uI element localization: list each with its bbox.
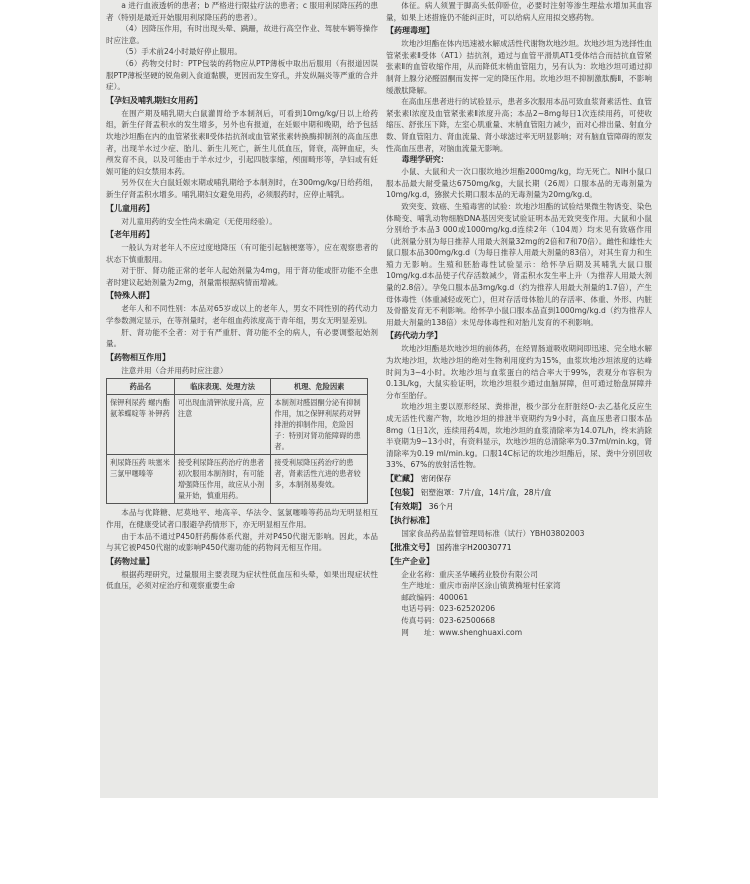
column-header: 机理、危险因素 xyxy=(271,379,368,395)
paragraph: （6）药物交付时：PTP包装的药物应从PTP薄板中取出后服用（有报道因误服PTP薄板坚硬的锐角刺入食道黏膜，更因而发生穿孔，并发纵隔炎等严重的合并症）。 xyxy=(106,58,378,92)
interaction-note: 注意并用（合并用药时应注意） xyxy=(121,365,228,375)
manufacturer-phone: 电话号码：023-62520206 xyxy=(401,604,496,614)
table-row xyxy=(107,455,368,504)
paragraph: 一般认为对老年人不应过度地降压（有可能引起脑梗塞等），应在观察患者的状态下慎重服用。 xyxy=(106,243,378,264)
column-header: 药品名 xyxy=(107,379,175,395)
manufacturer-name: 企业名称：重庆圣华曦药业股份有限公司 xyxy=(401,569,538,579)
table-cell: 本制剂对醛固酮分泌有抑制作用，加之保钾利尿药对钾排泄的抑制作用，危险因子：特别对肾功能障碍的患者。 xyxy=(271,395,368,455)
section-title-overdose: 【药物过量】 xyxy=(106,556,154,566)
manufacturer-website: 网 址：www.shenghuaxi.com xyxy=(401,627,523,637)
section-title-special: 【特殊人群】 xyxy=(106,291,154,301)
paragraph: 对于肝、肾功能正常的老年人起始剂量为4mg，用于肾功能或肝功能不全患者时建议起始剂量为2mg，剂量需根据病情而增减。 xyxy=(106,266,378,287)
subsection-title-toxicology-study: 毒理学研究： xyxy=(401,155,449,165)
table-cell: 保钾利尿药 螺内酯 氨苯蝶啶等 补钾药 xyxy=(107,395,175,455)
paragraph: 另外仅在大白鼠妊娠末期或哺乳期给予本制剂时，在300mg/kg/日给药组，新生仔肾盂积水增多。哺乳期妇女避免用药，必须服药时，应停止哺乳。 xyxy=(106,178,378,199)
paragraph: 由于本品不通过P450肝药酶体系代谢，并对P450代谢无影响。因此，本品与其它被P450代谢的或影响P450代谢功能的药物间无相互作用。 xyxy=(106,531,378,553)
paragraph: （5）手术前24小时最好停止服用。 xyxy=(121,47,242,57)
section-title-pharmacokinetics: 【药代动力学】 xyxy=(386,331,442,341)
paragraph: 老年人和不同性别：本品对65岁或以上的老年人，男女不同性别的药代动力学参数测定显示，在等剂量时，老年组血药浓度高于青年组，男女无明显差别。 xyxy=(106,304,378,326)
table-cell: 利尿降压药 呋塞米 三氯甲噻嗪等 xyxy=(107,455,175,504)
interaction-table xyxy=(106,378,368,504)
paragraph: 对儿童用药的安全性尚未确定（无使用经验）。 xyxy=(121,216,277,226)
section-title-toxicology: 【药理毒理】 xyxy=(386,26,434,36)
table-cell: 接受利尿降压药治疗的患者初次服用本制剂时，有可能增强降压作用，故应从小剂量开始，慎重用药。 xyxy=(174,455,271,504)
section-title-standard: 【执行标准】 xyxy=(386,515,434,525)
paragraph: 在高血压患者进行的试验显示，患者多次服用本品可致血浆肾素活性、血管紧张素Ⅰ浓度及血管紧张素Ⅱ浓度升高；本品2~8mg每日1次连续用药，可使收缩压、舒张压下降，左室心肌重量、末梢血管阻力减少，而对心排出量、射血分数、肾血管阻力、肾血流量、肾小球滤过率无明显影响；对有脑血管障碍的原发性高血压患者，对脑血流量无影响。 xyxy=(386,97,652,153)
left-column xyxy=(106,0,378,798)
validity-label: 【有效期】 xyxy=(386,501,426,511)
table-header-row xyxy=(107,379,368,395)
approval-label: 【批准文号】 xyxy=(386,542,434,552)
section-title-children: 【儿童用药】 xyxy=(106,203,154,213)
validity-row xyxy=(386,501,652,513)
paragraph: 体征。病人须置于脚高头低仰卧位，必要时注射等渗生理盐水增加其血容量，如果上述措施仍不能纠正时，可以给病人应用拟交感药物。 xyxy=(386,1,652,22)
column-header: 临床表现、处理方法 xyxy=(174,379,271,395)
section-title-manufacturer: 【生产企业】 xyxy=(386,556,434,566)
paragraph: 根据药理研究，过量服用主要表现为症状性低血压和头晕，如果出现症状性低血压，必须对症治疗和观察重要生命 xyxy=(106,569,378,591)
right-column xyxy=(386,0,652,798)
paragraph: 坎地沙坦酯是坎地沙坦的前体药，在经胃肠道吸收期间即迅速、完全地水解为坎地沙坦，坎地沙坦的绝对生物利用度约为15%，血浆坎地沙坦浓度的达峰时间为3~4小时。坎地沙坦与血浆蛋白的结合率大于99%，表观分布容积为0.13L/kg，大鼠实验证明，坎地沙坦很少通过血脑屏障，但可通过胎盘屏障并分布至胎仔。 xyxy=(386,344,652,400)
paragraph: a 进行血液透析的患者；b 严格进行限盐疗法的患者；c 服用利尿降压药的患者（特别是最近开始服用利尿降压药的患者）。 xyxy=(106,1,378,22)
table-cell: 可出现血清钾浓度升高，应注意 xyxy=(174,395,271,455)
section-title-interaction: 【药物相互作用】 xyxy=(106,352,170,362)
validity-value: 36个月 xyxy=(428,501,454,511)
paragraph: 坎地沙坦主要以原形经尿、粪排泄，极少部分在肝脏经O-去乙基化反应生成无活性代谢产物，坎地沙坦的排泄半衰期约为9小时，高血压患者口服本品8mg（1日1次，连续用药4周，坎地沙坦的血浆清除率为14.07L/h，终末消除半衰期为9~13小时，有资料显示，坎地沙坦的总清除率为0.37ml/min.kg，肾清除率为0.19 ml/min.kg。口服14C标记的坎地沙坦酯后，尿、粪中分别回收33%、67%的放射活性物。 xyxy=(386,402,652,470)
approval-row xyxy=(386,542,652,554)
storage-label: 【贮藏】 xyxy=(386,473,418,483)
package-row xyxy=(386,487,652,499)
paragraph: 致突变、致癌、生殖毒害的试验：坎地沙坦酯的试验结果微生物诱变、染色体畸变、哺乳动物细胞DNA基因突变试验证明本品无致突变作用。大鼠和小鼠分别给予本品3 000或1000mg/kg.d连续2年（104周）均未见有致癌作用（此剂量分别为每日推荐人用最大剂量32mg的2倍和7和70倍）。雌性和雄性大鼠口服本品300mg/kg.d（为每日推荐人用最大剂量的83倍），对其生育力和生殖力无影响。生殖和胚胎毒性试验显示：给怀孕后期及其哺乳大鼠口服10mg/kg.d本品使子代存活数减少，肾盂积水发生率上升（为推荐人用最大剂量的2.8倍）。孕兔口服本品3mg/kg.d（约为推荐人用最大剂量的1.7倍），产生母体毒性（体重减轻或死亡），但对存活母体胎儿的存活率、体重、外形、内脏及骨骼发育无不利影响。给怀孕小鼠口服本品直到1000mg/kg.d（约为推荐人用最大剂量的138倍）未见母体毒性和对胎儿发育的不利影响。 xyxy=(386,201,652,327)
manufacturer-address: 生产地址：重庆市南岸区涂山镇黄桷垭村任家湾 xyxy=(401,581,561,591)
table-cell: 接受利尿降压药治疗的患者，肾素活性亢进的患者较多，本制剂易奏效。 xyxy=(271,455,368,504)
standard-value: 国家食品药品监督管理局标准（试行）YBH03802003 xyxy=(401,528,585,538)
paragraph: 小鼠、大鼠和犬一次口服坎地沙坦酯2000mg/kg，均无死亡。NIH小鼠口服本品最大耐受量达6750mg/kg，大鼠长期（26周）口服本品的无毒剂量为10mg/kg.d，猕猴犬长期口服本品的无毒剂量为20mg/kg.d。 xyxy=(386,167,652,200)
package-label: 【包装】 xyxy=(386,487,418,497)
paragraph: 坎地沙坦酯在体内迅速被水解成活性代谢物坎地沙坦。坎地沙坦为选择性血管紧张素Ⅱ受体（AT1）拮抗剂，通过与血管平滑肌AT1受体结合而拮抗血管紧张素Ⅱ的血管收缩作用，从而降低末梢血管阻力，另有认为：坎地沙坦可通过抑制肾上腺分泌醛固酮而发挥一定的降压作用。坎地沙坦不抑制激肽酶Ⅱ，不影响缓激肽降解。 xyxy=(386,39,652,95)
paragraph: 肝、肾功能不全者：对于有严重肝、肾功能不全的病人，有必要调整起始剂量。 xyxy=(106,327,378,349)
table-row xyxy=(107,395,368,455)
package-insert-sheet xyxy=(100,0,658,798)
section-title-pregnancy: 【孕妇及哺乳期妇女用药】 xyxy=(106,95,202,105)
paragraph: 本品与优降糖、尼莫地平、地高辛、华法令、氢氯噻嗪等药品均无明显相互作用，在健康受试者口服避孕药情形下，亦无明显相互作用。 xyxy=(106,508,378,530)
paragraph: 在围产期及哺乳期大白鼠灌胃给予本制剂后，可看到10mg/kg/日以上给药组，新生仔肾盂积水的发生增多，另外也有报道，在妊娠中期和晚期，给予包括坎地沙坦酯在内的血管紧张素Ⅱ受体拮抗剂或血管紧张素转换酶抑制剂的高血压患者，出现羊水过少症、胎儿、新生儿死亡，新生儿低血压，肾衰，高钾血症，头颅发育不良，以及可能由于羊水过少，引起四肢挛缩，颅面畸形等，孕妇或有妊娠可能的妇女禁用本药。 xyxy=(106,108,378,176)
approval-value: 国药准字H20030771 xyxy=(436,542,512,552)
manufacturer-fax: 传真号码：023-62500668 xyxy=(401,615,496,625)
precautions-continued xyxy=(106,0,378,93)
manufacturer-postcode: 邮政编码：400061 xyxy=(401,592,469,602)
storage-row xyxy=(386,473,652,485)
package-value: 铝塑泡罩：7片/盒，14片/盒，28片/盒 xyxy=(420,487,552,497)
storage-value: 密闭保存 xyxy=(420,473,452,483)
section-title-elderly: 【老年用药】 xyxy=(106,230,154,240)
paragraph: （4）因降压作用，有时出现头晕、蹒跚，故进行高空作业、驾驶车辆等操作时应注意。 xyxy=(106,24,378,45)
